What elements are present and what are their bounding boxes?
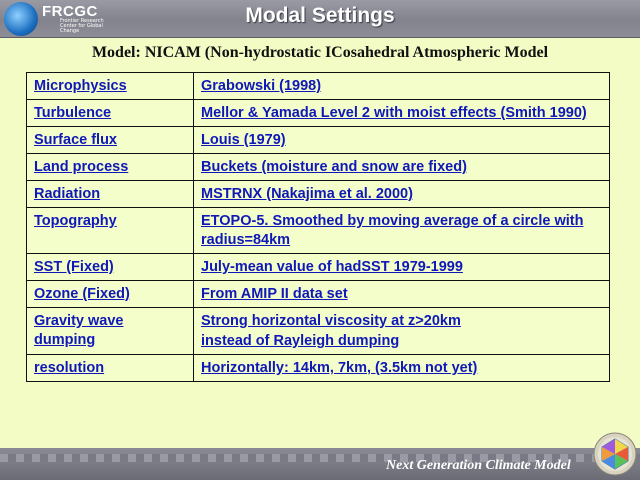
param-cell: resolution <box>27 355 194 382</box>
settings-table <box>26 72 610 382</box>
table-row <box>27 100 610 127</box>
value-cell: Louis (1979) <box>194 127 610 154</box>
table-row <box>27 355 610 382</box>
page-title: Modal Settings <box>245 4 395 27</box>
logo-name: FRCGC <box>42 3 98 20</box>
table-row <box>27 208 610 254</box>
footer-text: Next Generation Climate Model <box>386 458 571 473</box>
param-cell: Turbulence <box>27 100 194 127</box>
param-cell: Land process <box>27 154 194 181</box>
header-bar <box>0 0 640 38</box>
table-row <box>27 154 610 181</box>
param-cell: Ozone (Fixed) <box>27 281 194 308</box>
model-heading: Model: NICAM (Non-hydrostatic ICosahedral Atmospheric Model <box>91 44 549 61</box>
param-cell: Gravity wave dumping <box>27 308 194 355</box>
icosahedral-globe-icon <box>592 431 638 477</box>
param-cell: Surface flux <box>27 127 194 154</box>
value-cell: Mellor & Yamada Level 2 with moist effects (Smith 1990) <box>194 100 610 127</box>
param-cell: Microphysics <box>27 73 194 100</box>
value-cell: Buckets (moisture and snow are fixed) <box>194 154 610 181</box>
value-cell: Horizontally: 14km, 7km, (3.5km not yet) <box>194 355 610 382</box>
table-row <box>27 308 610 355</box>
table-row <box>27 73 610 100</box>
table-row <box>27 281 610 308</box>
value-cell: Grabowski (1998) <box>194 73 610 100</box>
value-cell: MSTRNX (Nakajima et al. 2000) <box>194 181 610 208</box>
table-row <box>27 127 610 154</box>
param-cell: Radiation <box>27 181 194 208</box>
value-line: instead of Rayleigh dumping <box>201 333 400 349</box>
logo-subtitle: Frontier Research Center for Global Change <box>60 18 104 34</box>
value-cell: From AMIP II data set <box>194 281 610 308</box>
param-cell: SST (Fixed) <box>27 254 194 281</box>
value-line: Strong horizontal viscosity at z>20km <box>201 313 461 329</box>
param-cell: Topography <box>27 208 194 254</box>
value-cell: ETOPO-5. Smoothed by moving average of a circle with radius=84km <box>194 208 610 254</box>
value-cell <box>194 308 610 355</box>
table-row <box>27 254 610 281</box>
footer-bar <box>0 448 640 480</box>
table-row <box>27 181 610 208</box>
value-cell: July-mean value of hadSST 1979-1999 <box>194 254 610 281</box>
